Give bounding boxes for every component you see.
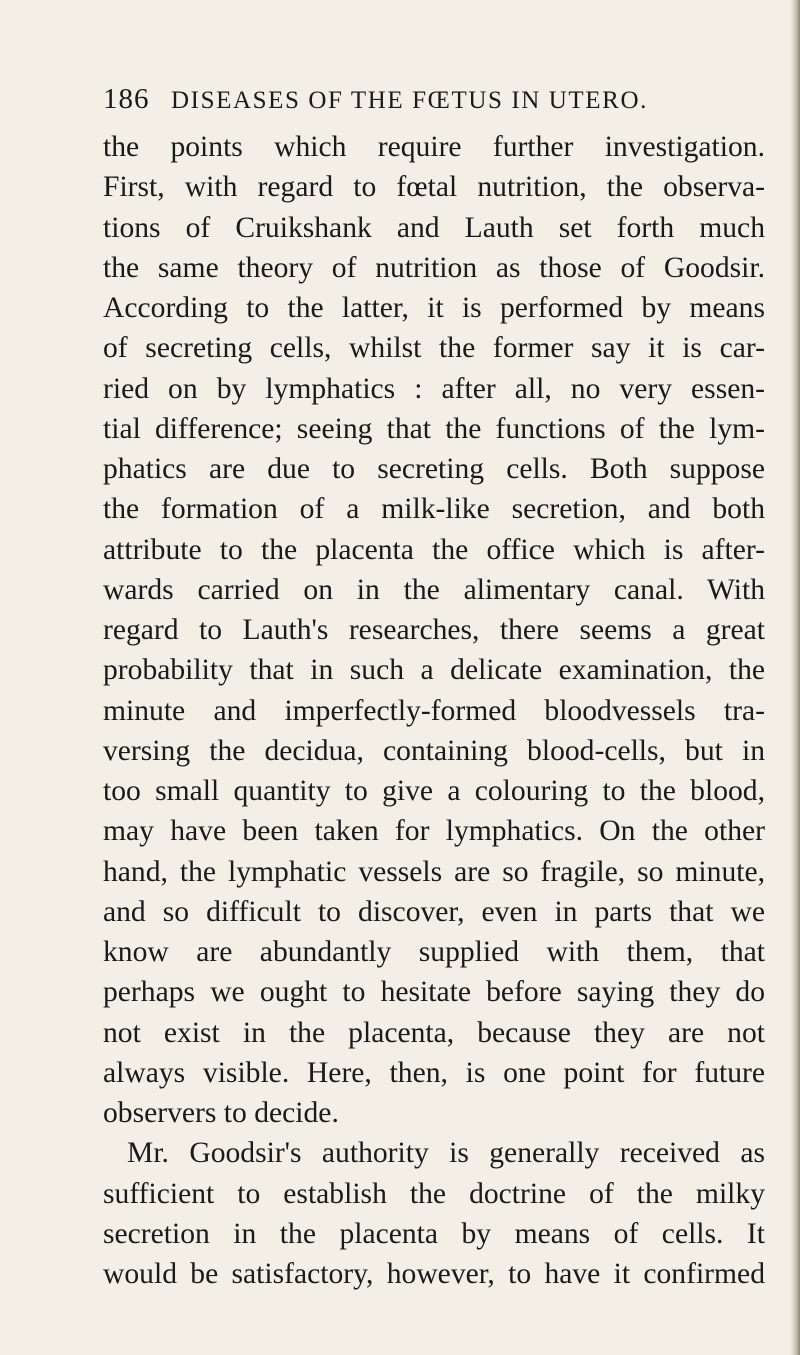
text-line: tions of Cruikshank and Lauth set forth much	[103, 211, 765, 244]
text-line: too small quantity to give a colouring to the blood,	[103, 775, 765, 807]
text-line: secretion in the placenta by means of cells. It	[103, 1217, 765, 1250]
running-head-title: DISEASES OF THE FŒTUS IN UTERO.	[171, 87, 648, 114]
text-line: According to the latter, it is performed by means	[103, 292, 765, 324]
text-line: the points which require further investigation.	[103, 131, 765, 163]
text-line: observers to decide.	[103, 1097, 339, 1129]
text-line: the same theory of nutrition as those of Goodsir.	[103, 251, 765, 284]
text-line: hand, the lymphatic vessels are so fragile, so minute,	[103, 855, 765, 888]
text-line: Mr. Goodsir's authority is generally received as	[127, 1137, 765, 1170]
page-number: 186	[103, 83, 150, 115]
text-line: and so difficult to discover, even in parts that we	[103, 895, 765, 928]
text-line: ried on by lymphatics : after all, no very essen-	[103, 372, 765, 405]
text-line: of secreting cells, whilst the former say it is car-	[103, 332, 765, 365]
text-line: attribute to the placenta the office which is after-	[103, 533, 765, 566]
text-line: wards carried on in the alimentary canal. With	[103, 573, 765, 606]
text-line: probability that in such a delicate examination, the	[103, 654, 765, 687]
text-line: the formation of a milk-like secretion, and both	[103, 493, 765, 526]
text-line: versing the decidua, containing blood-cells, but in	[103, 734, 765, 767]
text-line: minute and imperfectly-formed bloodvessels tra-	[103, 694, 765, 727]
text-line: tial difference; seeing that the functions of the lym-	[103, 412, 765, 445]
text-line: regard to Lauth's researches, there seems a great	[103, 614, 765, 646]
running-head	[103, 83, 783, 119]
page-edge-shadow	[790, 0, 800, 1355]
text-line: not exist in the placenta, because they are not	[103, 1016, 765, 1049]
text-line: always visible. Here, then, is one point for future	[103, 1056, 765, 1089]
text-line: perhaps we ought to hesitate before saying they do	[103, 976, 765, 1009]
text-line: know are abundantly supplied with them, that	[103, 936, 765, 968]
text-line: First, with regard to fœtal nutrition, the observa-	[103, 171, 765, 204]
text-line: phatics are due to secreting cells. Both suppose	[103, 453, 765, 485]
text-line: would be satisfactory, however, to have it confirmed	[103, 1258, 765, 1290]
text-line: sufficient to establish the doctrine of the milky	[103, 1177, 765, 1210]
text-line: may have been taken for lymphatics. On the other	[103, 815, 765, 848]
body-text	[103, 127, 765, 1294]
